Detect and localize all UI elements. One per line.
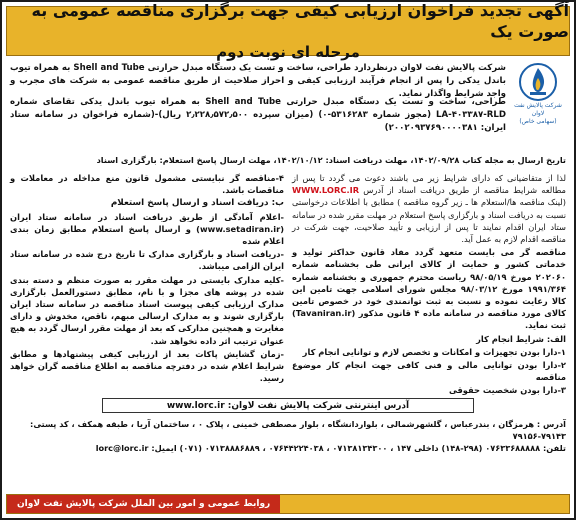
- contact-address: [10, 418, 566, 454]
- condition-item: ۴-مناقصه گر نبایستی مشمول قانون منع مداخله در معاملات و مناقصات باشد.: [10, 173, 284, 196]
- notice-title-line2: مرحله ای نوبت دوم: [216, 43, 360, 61]
- documents-item: -دریافت اسناد و بارگزاری مدارک تا تاریخ درج شده در سامانه ستاد ایران الزامی میباشد.: [10, 249, 284, 272]
- documents-item: -کلیه مدارک بایستی در مهلت مقرر به صورت منظم و دسته بندی شده در پوشه های مجزا و با نام، مطابق دستورالعمل بارگزاری مدارک ارزیابی کیفی پیوست اسناد مناقصه در سامانه ستاد ایران بارگزاری شوند و به مدارک ارسالی مبهم، ناقص، مخدوش و دارای مغایرت و همچنین مدارکی که بعد از مهلت مقرر ارسال گردد به هیچ عنوان ترتیب اثر داده نخواهد شد.: [10, 274, 284, 346]
- commitment-paragraph: مناقصه گر می بایست متعهد گردد مفاد قانون حداکثر تولید و خدماتی کشور و حمایت از کالای ایرانی طی بخشنامه شماره ۲۰۲۰۶۰ مورخ ۹۸/۰۵/۱۹ ریاست محترم جمهوری و بخشنامه شماره ۱۹۹۱/۳۶۴ مورخ ۹۸/۰۳/۱۲ مجلس شورای اسلامی جهت تامین این کالا رعایت نموده و نسبت به ثبت توانمندی خود در خصوص تامین کالای مورد مناقصه در سامانه ماده ۴ قانون مذکور (Tavaniran.ir) ثبت نماید.: [292, 247, 567, 331]
- tender-dates: تاریخ ارسال به مجله کتاب ۱۴۰۲/۰۹/۲۸، مهلت دریافت اسناد: ۱۴۰۲/۱۰/۱۲، مهلت ارسال پاسخ استعلام: بارگزاری اسناد: [96, 155, 566, 165]
- conditions-heading: الف: شرایط انجام کار: [476, 333, 566, 344]
- logo-caption: شرکت پالایش نفت لاوان: [514, 102, 562, 117]
- condition-item: ۲-دارا بودن توانایی مالی و فنی کافی جهت انجام کار موضوع مناقصه: [292, 360, 566, 383]
- intro-paragraph: شرکت پالایش نفت لاوان درنظردارد طراحی، ساخت و تست یک دستگاه مبدل حرارتی Shell and Tube به همراه تیوب باندل یدکی را پس از انجام فرآیند ارزیابی کیفی و احراز صلاحیت از طریق مناقصه عمومی به شرکت های مجرب و واجد شرایط واگذار نماید.: [10, 63, 506, 99]
- documents-heading: ب: دریافت اسناد و ارسال پاسخ استعلام: [110, 198, 284, 209]
- company-logo: [510, 62, 566, 128]
- flame-logo-icon: [518, 62, 558, 102]
- left-column: [10, 172, 284, 384]
- footer-banner: [6, 494, 570, 514]
- notice-title-banner: [6, 1, 570, 61]
- logo-caption-sub: (سهامی خاص): [519, 118, 557, 125]
- address-line: آدرس : هرمزگان ، بندرعباس ، گلشهرشمالی ، بلواردانشگاه ، بلوار مصطفی خمینی ، پلاک ۰ ، ساختمان آریا ، طبقه همکف ، کد پستی: ۷۹۱۴۳-۷۹۱۵۶: [30, 419, 566, 441]
- notice-title-line1: آگهی تجدید فراخوان ارزیابی کیفی جهت برگزاری مناقصه عمومی به صورت یک: [31, 1, 569, 41]
- documents-item: -زمان گشایش پاکات بعد از ارزیابی کیفی پیشنهادها و مطابق شرایط اعلام شده در دفترچه مناقصه به اطلاع مناقصه گران خواهد رسید.: [10, 348, 284, 384]
- body-columns: [10, 172, 567, 396]
- documents-item: -اعلام آمادگی از طریق دریافت اسناد در سامانه ستاد ایران (www.setadiran.ir) و ارسال پاسخ استعلام مطابق زمان بندی اعلام شده: [10, 211, 284, 247]
- tender-subject: طراحی، ساخت و تست یک دستگاه مبدل حرارتی Shell and Tube به همراه تیوب باندل یدکی تقاضای شماره LA-۴۰۳۳۸۷-RLD (مجوز شماره ۵۳۱۶۲۸۳-۰) (میزان سپرده ۲٫۲۲۸٫۵۷۲٫۵۰۰ ریال)-(شماره فراخوان در سامانه ستاد ایران: ۲۰۰۲۰۹۳۷۶۹۰۰۰۰۳۸۱): [10, 97, 506, 133]
- footer-label: روابط عمومی و امور بین الملل شرکت پالایش نفت لاوان: [7, 495, 280, 513]
- condition-item: ۱-دارا بودن تجهیزات و امکانات و تخصص لازم و توانایی انجام کار: [302, 346, 566, 357]
- tender-site-link[interactable]: WWW.LORC.IR: [292, 185, 360, 196]
- invite-text: لذا از متقاضیانی که دارای شرایط زیر می باشند دعوت می گردد تا پس از مطالعه شرایط مناقصه از طریق دریافت اسناد از آدرس: [292, 173, 566, 196]
- phone-line: تلفن: ۰۷۶۳۳۶۸۸۸۸۸ (۲۹۸-۱۴۸) داخلی ۱۴۷ ، ۰۷۱۳۸۱۳۴۳۰۰ ، ۰۷۶۴۴۲۲۴۰۳۸ ، ۰۷۱۳۸۸۸۶۸۸۹ (۰۷۱) ایمیل: lorc@lorc.ir: [95, 443, 566, 453]
- condition-item: ۳-دارا بودن شخصیت حقوقی: [448, 385, 566, 396]
- invite-text-cont: (لینک مناقصه ها/استعلام ها ـ زیر گروه مناقصه ) مطابق با اطلاعات درخواستی نسبت به دریافت اسناد و بارگزاری پاسخ استعلام در مهلت مقرر شده در سامانه ستاد ایران اقدام نمایند تا پس از ارزیابی و تأیید صلاحیت، جهت شرکت در مناقصه اقدام لازم به عمل آید.: [292, 197, 566, 245]
- right-column: [292, 172, 567, 396]
- website-bar[interactable]: آدرس اینترنتی شرکت پالایش نفت لاوان: www.lorc.ir: [102, 398, 474, 413]
